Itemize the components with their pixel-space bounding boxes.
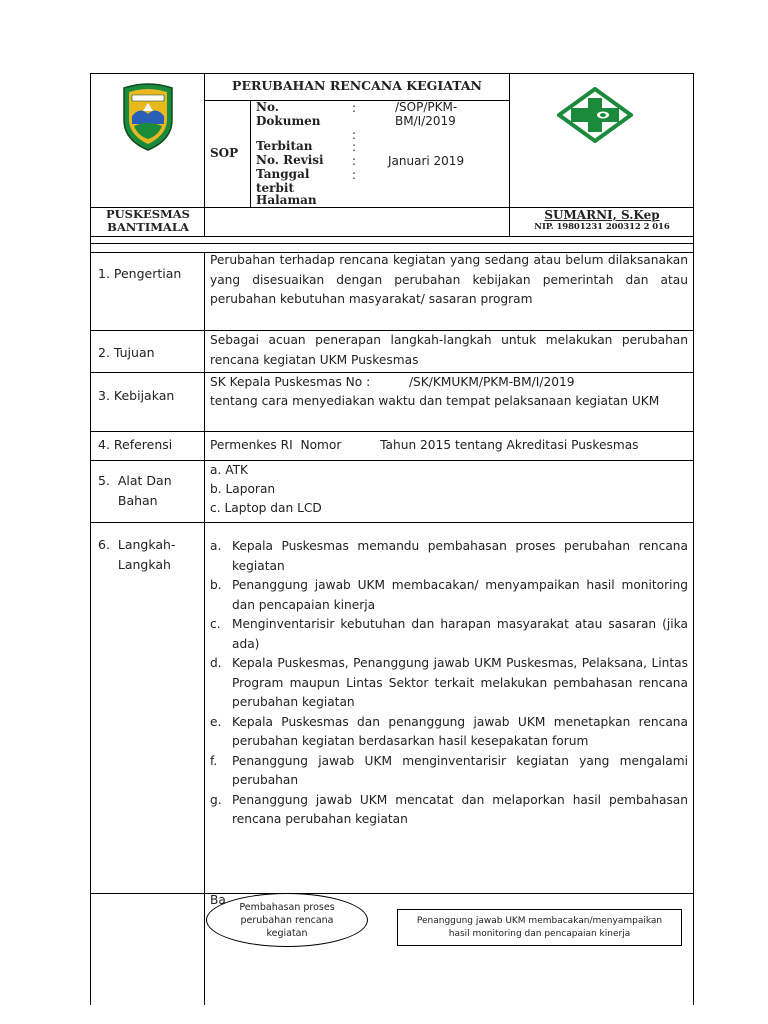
header-bottom-border bbox=[90, 236, 694, 237]
bagan-label: Ba bbox=[210, 893, 226, 907]
org-name: PUSKESMAS BANTIMALA bbox=[105, 207, 190, 234]
meta-label-no-dokumen: No. Dokumen bbox=[256, 100, 321, 128]
label-langkah: 6. Langkah- Langkah bbox=[98, 537, 176, 572]
flowchart-oval bbox=[206, 893, 368, 947]
sop-col-divider bbox=[250, 100, 251, 208]
step-text: Penanggung jawab UKM mencatat dan melaporkan hasil pembahasan rencana perubahan kegiatan bbox=[232, 792, 688, 826]
alat-item: a. ATK bbox=[210, 463, 249, 477]
body-top-border bbox=[90, 243, 694, 244]
step-text: Penanggung jawab UKM membacakan/ menyampaikan hasil monitoring dan pencapaian kinerja bbox=[232, 578, 688, 612]
meta-colon: : bbox=[352, 154, 357, 168]
step-text: Penanggung jawab UKM menginventarisir kegiatan yang mengalami perubahan bbox=[232, 753, 688, 787]
meta-colon: : bbox=[352, 128, 357, 142]
langkah-step bbox=[210, 791, 688, 830]
sop-title: PERUBAHAN RENCANA KEGIATAN bbox=[232, 78, 482, 93]
no-dokumen-value: /SOP/PKM- BM/I/2019 bbox=[395, 100, 458, 128]
header-col-divider-2 bbox=[509, 73, 510, 237]
body-col-divider bbox=[204, 252, 205, 1005]
langkah-step bbox=[210, 654, 688, 713]
meta-label-terbitan: Terbitan bbox=[256, 139, 313, 153]
kebijakan-line-2: tentang cara menyediakan waktu dan tempat pelaksanaan kegiatan UKM bbox=[210, 394, 660, 408]
pengertian-text: Perubahan terhadap rencana kegiatan yang sedang atau belum dilaksanakan yang disesuaikan dengan perubahan kebijakan pemerintah dan atau perubahan kebutuhan masyarakat/ sasaran program bbox=[210, 253, 688, 306]
meta-label-tanggal-terbit: Tanggal terbit bbox=[256, 167, 310, 195]
langkah-step bbox=[210, 537, 688, 576]
flowchart-box-text: Penanggung jawab UKM membacakan/menyampaikan hasil monitoring dan pencapaian kinerja bbox=[416, 915, 663, 939]
langkah-step bbox=[210, 576, 688, 615]
step-marker: a. bbox=[210, 539, 222, 553]
kabupaten-emblem bbox=[120, 82, 176, 152]
header-col-divider-1 bbox=[204, 73, 205, 237]
step-marker: d. bbox=[210, 656, 222, 670]
row-divider-6 bbox=[90, 893, 694, 894]
sop-label: SOP bbox=[210, 146, 239, 160]
meta-colon: : bbox=[352, 140, 357, 154]
langkah-list bbox=[210, 537, 688, 830]
row-divider-3 bbox=[90, 431, 694, 432]
meta-colon: : bbox=[352, 168, 357, 182]
table-top-border bbox=[90, 73, 694, 74]
step-text: Kepala Puskesmas, Penanggung jawab UKM Puskesmas, Pelaksana, Lintas Program maupun Lintas Sektor terkait melakukan pembahasan rencana perubahan kegiatan bbox=[232, 656, 688, 709]
referensi-text: Permenkes RI Nomor Tahun 2015 tentang Akreditasi Puskesmas bbox=[210, 438, 639, 452]
puskesmas-logo bbox=[557, 87, 633, 143]
flowchart-oval-text: Pembahasan proses perubahan rencana kegiatan bbox=[239, 901, 335, 939]
label-tujuan: 2. Tujuan bbox=[98, 345, 155, 360]
step-text: Menginventarisir kebutuhan dan harapan masyarakat atau sasaran (jika ada) bbox=[232, 617, 688, 651]
step-text: Kepala Puskesmas dan penanggung jawab UKM menetapkan rencana perubahan kegiatan berdasarkan hasil kesepakatan forum bbox=[232, 714, 688, 748]
label-alat-bahan: 5. Alat Dan Bahan bbox=[98, 473, 172, 508]
kebijakan-line-1: SK Kepala Puskesmas No : /SK/KMUKM/PKM-BM/I/2019 bbox=[210, 375, 575, 389]
alat-item: b. Laporan bbox=[210, 482, 276, 496]
flowchart-box bbox=[397, 909, 682, 946]
label-pengertian: 1. Pengertian bbox=[98, 266, 182, 281]
langkah-step bbox=[210, 615, 688, 654]
step-marker: e. bbox=[210, 714, 222, 729]
langkah-step bbox=[210, 752, 688, 791]
meta-label-halaman: Halaman bbox=[256, 193, 317, 207]
table-right-border bbox=[693, 73, 694, 1005]
signer-nip: NIP. 19801231 200312 2 016 bbox=[534, 222, 670, 232]
step-marker: b. bbox=[210, 578, 222, 592]
row-divider-5 bbox=[90, 522, 694, 523]
alat-item: c. Laptop dan LCD bbox=[210, 501, 322, 515]
langkah-step bbox=[210, 713, 688, 752]
step-marker: f. bbox=[210, 753, 218, 768]
signer-name: SUMARNI, S.Kep bbox=[544, 208, 660, 222]
meta-value-no-revisi: Januari 2019 bbox=[388, 154, 465, 168]
table-left-border bbox=[90, 73, 91, 1005]
row-divider-4 bbox=[90, 460, 694, 461]
label-kebijakan: 3. Kebijakan bbox=[98, 388, 175, 403]
step-text: Kepala Puskesmas memandu pembahasan proses perubahan rencana kegiatan bbox=[232, 539, 688, 573]
label-referensi: 4. Referensi bbox=[98, 437, 173, 452]
meta-colon: : bbox=[352, 101, 357, 115]
tujuan-text: Sebagai acuan penerapan langkah-langkah untuk melakukan perubahan rencana kegiatan UKM Puskesmas bbox=[210, 333, 688, 367]
meta-label-no-revisi: No. Revisi bbox=[256, 153, 324, 167]
step-marker: c. bbox=[210, 617, 221, 631]
step-marker: g. bbox=[210, 792, 222, 807]
meta-value-no-dokumen bbox=[362, 101, 482, 128]
